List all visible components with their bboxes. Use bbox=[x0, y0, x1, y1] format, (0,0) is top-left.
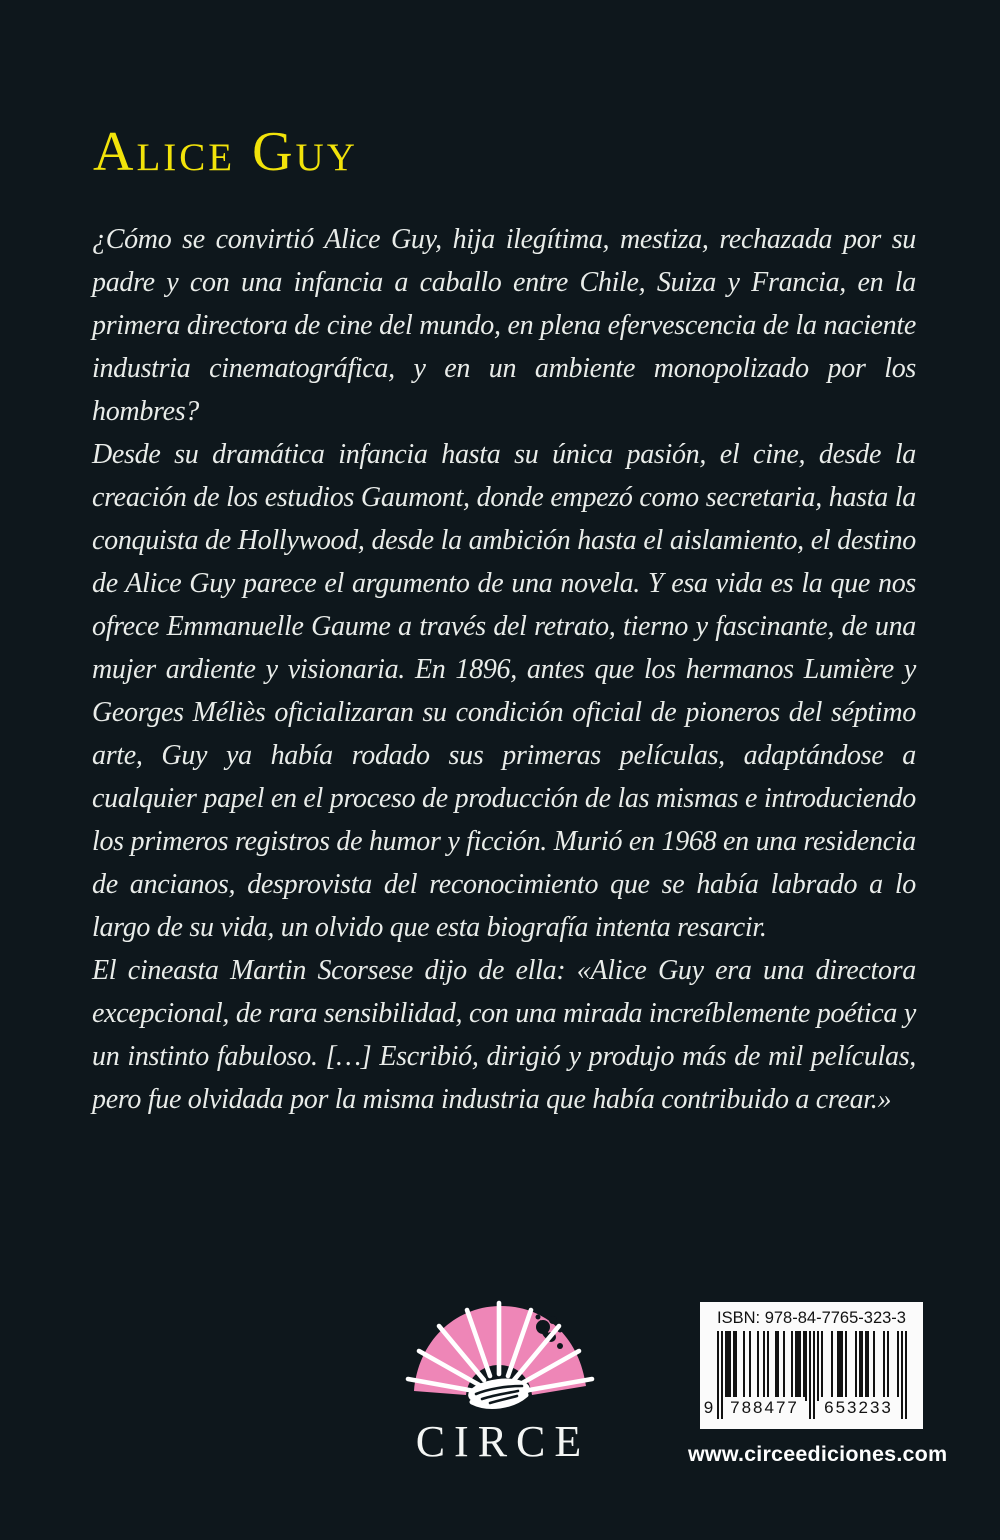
blurb bbox=[92, 218, 916, 1121]
publisher-logo bbox=[398, 1290, 602, 1467]
blurb-paragraph: Desde su dramática infancia hasta su única pasión, el cine, desde la creación de los estudios Gaumont, donde empezó como secretaria, hasta la conquista de Hollywood, desde la ambición hasta el aislamiento, el destino de Alice Guy parece el argumento de una novela. Y esa vida es la que nos ofrece Emmanuelle Gaume a través del retrato, tierno y fascinante, de una mujer ardiente y visionaria. En 1896, antes que los hermanos Lumière y Georges Méliès oficializaran su condición oficial de pioneros del séptimo arte, Guy ya había rodado sus primeras películas, adaptándose a cualquier papel en el proceso de producción de las mismas e introduciendo los primeros registros de humor y ficción. Murió en 1968 en una residencia de ancianos, desprovista del reconocimiento que se había labrado a lo largo de su vida, un olvido que esta biografía intenta resarcir. bbox=[92, 439, 916, 943]
blurb-paragraph: El cineasta Martin Scorsese dijo de ella: «Alice Guy era una directora excepcional, de rara sensibilidad, con una mirada increíblemente poética y un instinto fabuloso. […] Escribió, dirigió y produjo más de mil películas, pero fue olvidada por la misma industria que había contribuido a crear.» bbox=[92, 955, 916, 1115]
publisher-name: CIRCE bbox=[415, 1417, 591, 1466]
barcode-digit-group: 788477 bbox=[725, 1397, 805, 1419]
isbn-label: ISBN: 978-84-7765-323-3 bbox=[717, 1309, 906, 1327]
barcode-digit-group: 653233 bbox=[819, 1397, 899, 1419]
fan-icon bbox=[402, 1290, 598, 1414]
book-title: Alice Guy bbox=[93, 121, 358, 183]
website-url: www.circeediciones.com bbox=[688, 1442, 948, 1466]
barcode-digit-group: 9 bbox=[703, 1398, 714, 1417]
blurb-paragraph: ¿Cómo se convirtió Alice Guy, hija ilegítima, mestiza, rechazada por su padre y con una infancia a caballo entre Chile, Suiza y Francia, en la primera directora de cine del mundo, en plena efervescencia de la naciente industria cinematográfica, y en un ambiente monopolizado por los hombres? bbox=[92, 224, 916, 427]
barcode bbox=[703, 1331, 907, 1423]
isbn-box bbox=[700, 1302, 923, 1429]
